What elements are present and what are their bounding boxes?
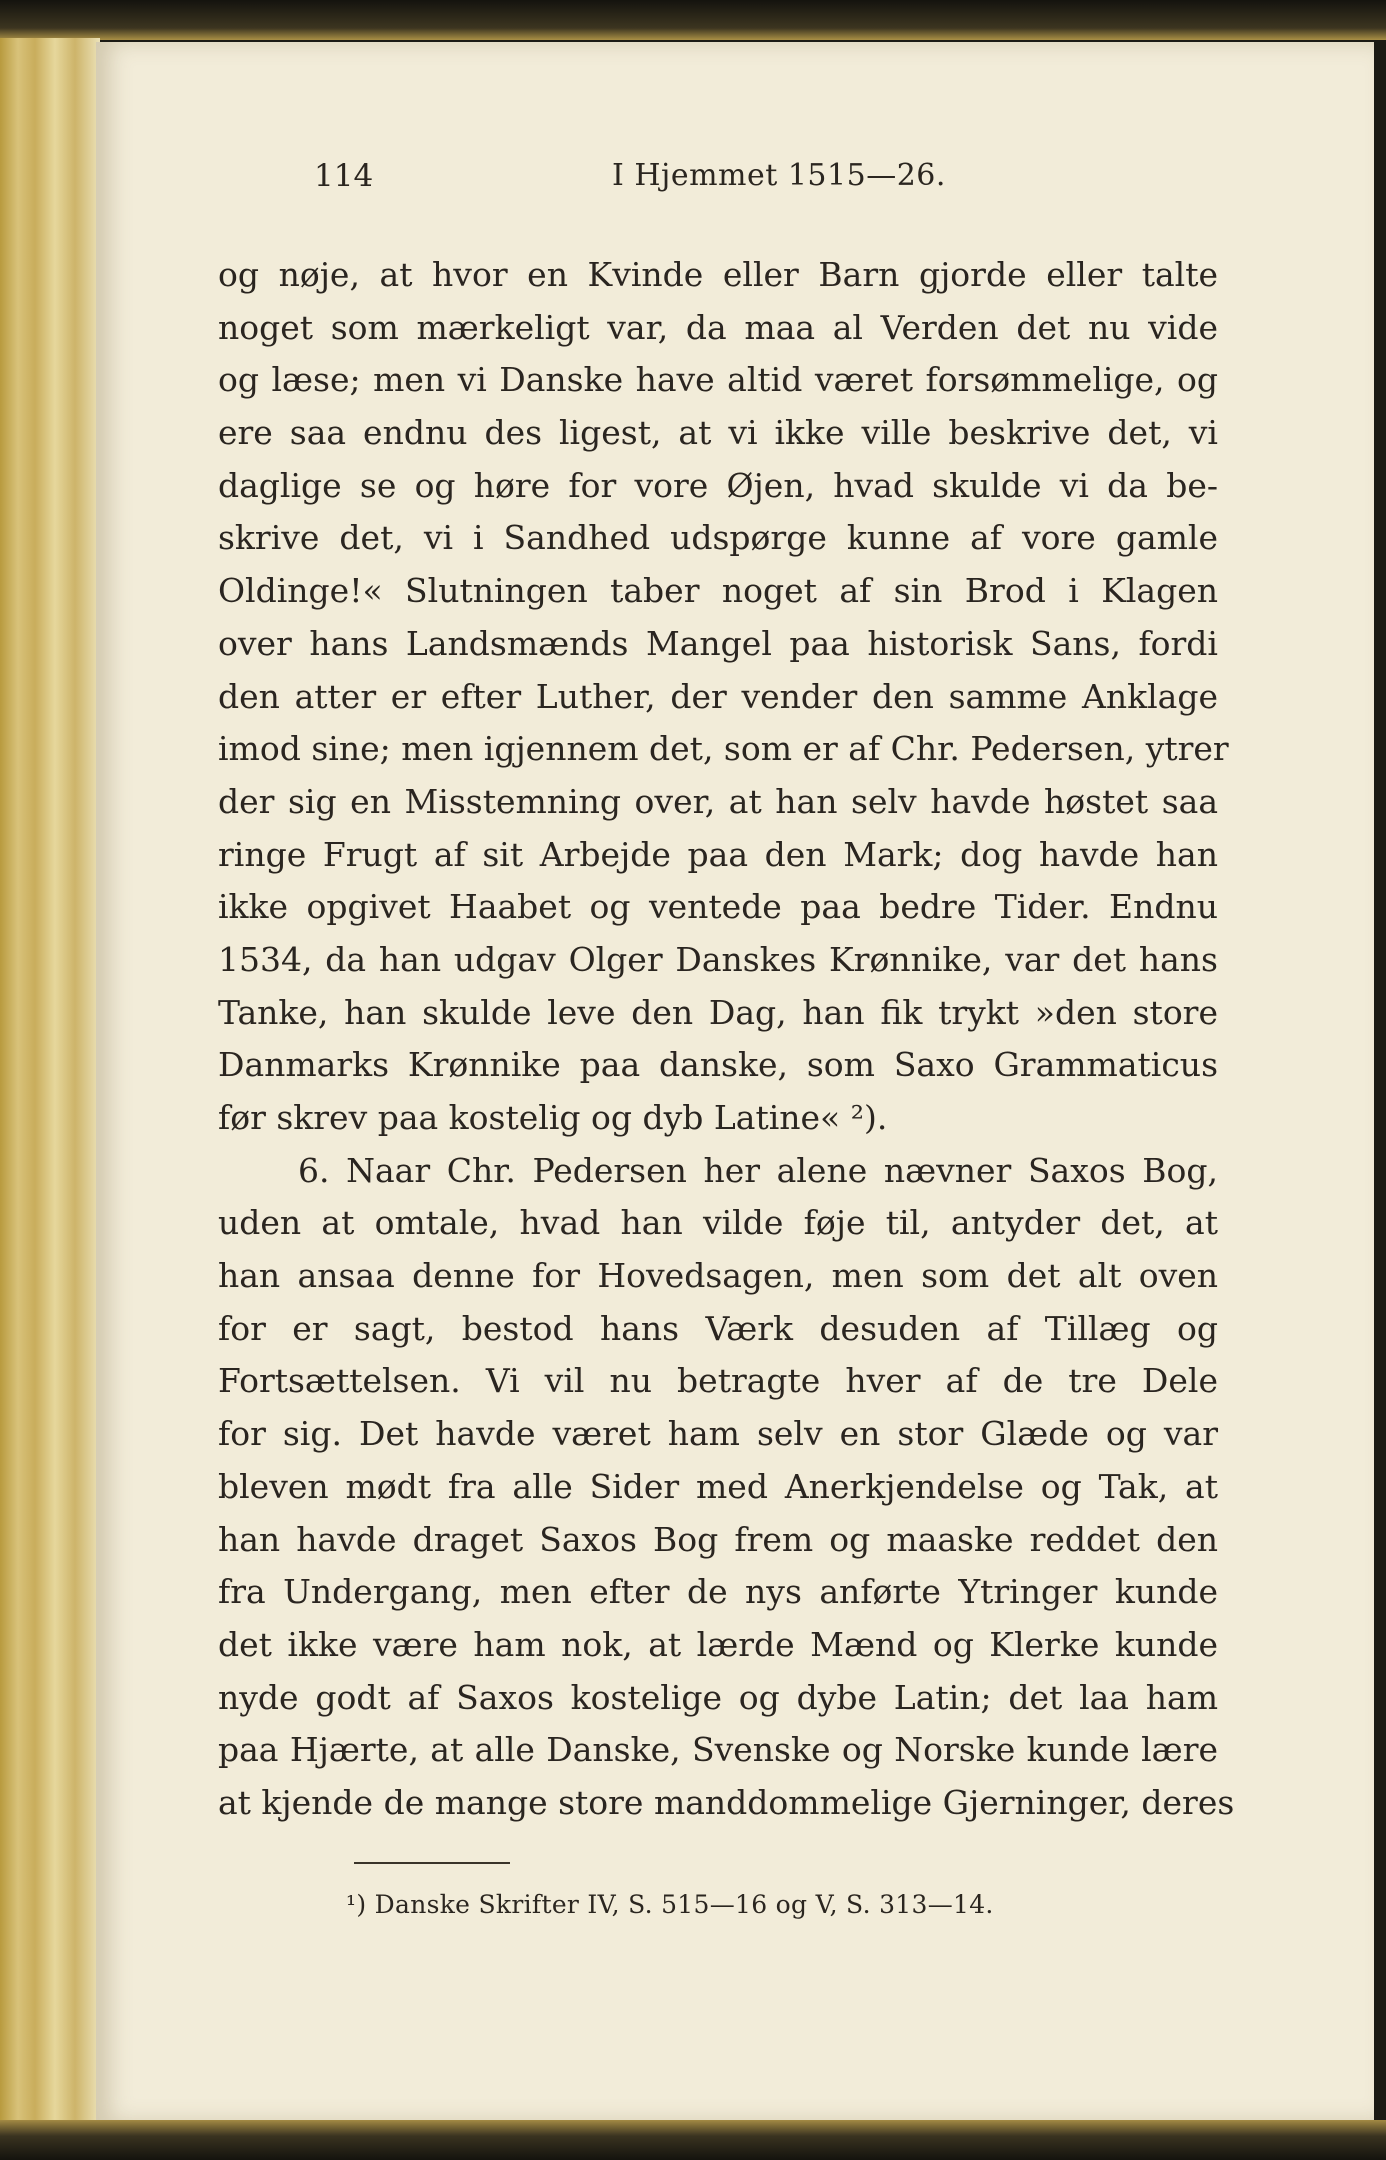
text-line: ere saa endnu des ligest, at vi ikke ville beskrive det, vi (218, 413, 1218, 453)
text-line: han havde draget Saxos Bog frem og maaske reddet den (218, 1519, 1218, 1559)
book-spine-edge (0, 38, 100, 2128)
text-line: der sig en Misstemning over, at han selv havde høstet saa (218, 781, 1218, 821)
text-line: ikke opgivet Haabet og ventede paa bedre Tider. Endnu (218, 887, 1218, 927)
text-line: 1534, da han udgav Olger Danskes Krønnike, var det hans (218, 939, 1218, 979)
book-top-edge (0, 0, 1386, 40)
footnote-marker: ¹) (346, 1890, 367, 1919)
text-line: noget som mærkeligt var, da maa al Verden det nu vide (218, 307, 1218, 347)
text-line: det ikke være ham nok, at lærde Mænd og Klerke kunde (218, 1624, 1218, 1664)
text-line: skrive det, vi i Sandhed udspørge kunne af vore gamle (218, 518, 1218, 558)
text-line: for sig. Det havde været ham selv en stor Glæde og var (218, 1414, 1218, 1454)
page-header (218, 128, 1118, 194)
text-line: den atter er efter Luther, der vender den samme Anklage (218, 676, 1218, 716)
text-line: bleven mødt fra alle Sider med Anerkjendelse og Tak, at (218, 1466, 1218, 1506)
footnote-rule (354, 1862, 510, 1864)
book-bottom-edge (0, 2120, 1386, 2160)
body-text (218, 249, 1235, 1830)
text-line: at kjende de mange store manddommelige Gjerninger, deres (218, 1782, 1235, 1822)
paragraph-start-line: 6. Naar Chr. Pedersen her alene nævner Saxos Bog, (298, 1150, 1218, 1190)
footnote-text: Danske Skrifter IV, S. 515—16 og V, S. 313—14. (374, 1890, 994, 1919)
text-line: paa Hjærte, at alle Danske, Svenske og Norske kunde lære (218, 1730, 1218, 1770)
text-line: og nøje, at hvor en Kvinde eller Barn gjorde eller talte (218, 255, 1218, 294)
text-line: før skrev paa kostelig og dyb Latine« ²). (218, 1098, 888, 1137)
text-line: uden at omtale, hvad han vilde føje til, antyder det, at (218, 1203, 1218, 1243)
text-line: Danmarks Krønnike paa danske, som Saxo Grammaticus (218, 1045, 1218, 1085)
footnote (346, 1890, 994, 1919)
text-line: Tanke, han skulde leve den Dag, han fik trykt »den store (218, 992, 1218, 1032)
running-title: I Hjemmet 1515—26. (612, 158, 946, 193)
page-number: 114 (314, 158, 374, 194)
text-line: Fortsættelsen. Vi vil nu betragte hver af de tre Dele (218, 1361, 1218, 1401)
text-line: og læse; men vi Danske have altid været forsømmelige, og (218, 360, 1218, 400)
text-line: over hans Landsmænds Mangel paa historisk Sans, fordi (218, 623, 1218, 663)
text-line: nyde godt af Saxos kostelige og dybe Latin; det laa ham (218, 1677, 1218, 1717)
text-line: ringe Frugt af sit Arbejde paa den Mark; dog havde han (218, 834, 1218, 874)
text-line: daglige se og høre for vore Øjen, hvad skulde vi da be- (218, 465, 1218, 505)
text-line: imod sine; men igjennem det, som er af Chr. Pedersen, ytrer (218, 729, 1229, 769)
text-line: Oldinge!« Slutningen taber noget af sin Brod i Klagen (218, 571, 1218, 611)
text-line: fra Undergang, men efter de nys anførte Ytringer kunde (218, 1572, 1218, 1612)
text-line: han ansaa denne for Hovedsagen, men som det alt oven (218, 1256, 1218, 1296)
text-line: for er sagt, bestod hans Værk desuden af Tillæg og (218, 1308, 1218, 1348)
